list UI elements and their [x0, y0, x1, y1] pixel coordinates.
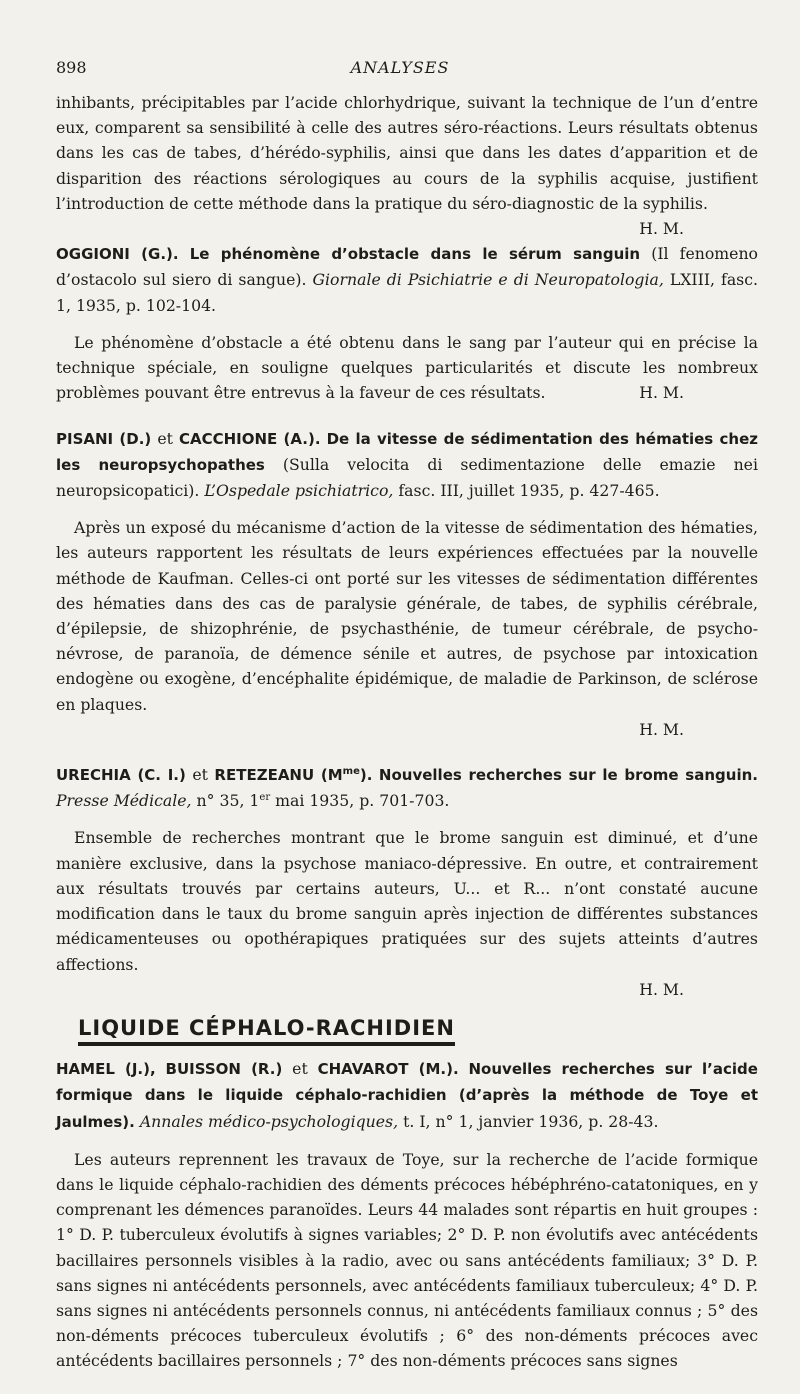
entry-abstract: Après un exposé du mécanisme d’action de la vitesse de sédimentation des hématies, les auteurs rapportent les résultats de leurs expériences effectuées par la nouvelle méthode de Kaufman. Celles-ci ont porté sur les vitesses de sédimentation différentes des hématies dans des cas de paralysie générale, de tabes, de syphilis cérébrale, d’épilepsie, de shizophrénie, de psychasthénie, de tumeur cérébrale, de psycho-névrose, de paranoïa, de démence sénile et autres, de psychose par intoxication endogène ou exogène, d’encéphalite épidémique, de maladie de Parkinson, de sclérose en plaques.	[56, 518, 758, 714]
entry-abstract: Les auteurs reprennent les travaux de Toye, sur la recherche de l’acide formique dans le liquide céphalo-rachidien des déments précoces hébéphréno-catatoniques, en y comprenant les démences paranoïdes. Leurs 44 malades sont répartis en huit groupes : 1° D. P. tuberculeux évolutifs à signes variables; 2° D. P. non évolutifs avec antécédents bacillaires personnels visibles à la radio, avec ou sans antécédents familiaux; 3° D. P. sans signes ni antécédents personnels, avec antécédents familiaux tuberculeux; 4° D. P. sans signes ni antécédents personnels connus, ni antécédents familiaux connus ; 5° des non-déments précoces tuberculeux évolutifs ; 6° des non-déments précoces avec antécédents bacillaires personnels ; 7° des non-déments précoces sans signes	[56, 1149, 758, 1371]
signature: H. M.	[639, 383, 684, 403]
entry-translation: (Sulla velocita di sedimentazione delle emazie nei neuropsicopatici).	[56, 454, 758, 501]
entry-reference: LXIII, fasc. 1, 1935, p. 102-104.	[56, 270, 758, 315]
entry-pisani	[56, 426, 758, 504]
entry-reference: n° 35, 1er mai 1935, p. 701-703.	[196, 791, 450, 811]
entry-author: URECHIA (C. I.)	[56, 766, 186, 785]
entry-author: RETEZEANU $(M^{me})$.	[214, 766, 373, 785]
conjunction: et	[292, 1059, 308, 1079]
entry-title: De la vitesse de sédimentation des hématies chez les neuropsychopathes	[56, 429, 758, 474]
entry-author: CACCHIONE (A.).	[178, 429, 321, 448]
entry-journal: Giornale di Psichiatrie e di Neuropatologia,	[312, 270, 664, 290]
entry-abstract: Ensemble de recherches montrant que le brome sanguin est diminué, et d’une manière exclusive, dans la psychose maniaco-dépressive. En outre, et contrairement aux résultats trouvés par certains auteurs, U... et R... n’ont constaté aucune modification dans le taux du brome sanguin après injection de différentes substances médicamenteuses ou opothérapiques pratiquées sur des sujets atteints d’autres affections.	[56, 828, 758, 974]
entry-urechia	[56, 762, 758, 813]
conjunction: et	[157, 428, 173, 448]
entry-journal: L’Ospedale psichiatrico,	[204, 481, 394, 501]
entry-author: CHAVAROT (M.).	[317, 1060, 459, 1079]
entry-reference: t. I, n° 1, janvier 1936, p. 28-43.	[403, 1111, 659, 1131]
page-body	[56, 90, 758, 1374]
conjunction: et	[192, 765, 208, 785]
page-header	[0, 58, 800, 82]
signature: H. M.	[639, 719, 684, 739]
section-heading: LIQUIDE CÉPHALO-RACHIDIEN	[78, 1016, 455, 1046]
entry-oggioni	[56, 241, 758, 318]
running-head: ANALYSES	[350, 58, 450, 77]
entry-reference: fasc. III, juillet 1935, p. 427-465.	[398, 481, 660, 501]
entry-title: Nouvelles recherches sur le brome sanguin.	[378, 766, 758, 785]
entry-authors: OGGIONI (G.).	[56, 245, 179, 264]
entry-abstract: Le phénomène d’obstacle a été obtenu dans le sang par l’auteur qui en précise la technique spéciale, en souligne quelques particularités et discute les nombreux problèmes pouvant être entrevus à la faveur de ces résultats.	[56, 332, 758, 403]
entry-author: BUISSON (R.)	[165, 1060, 283, 1079]
entry-author: HAMEL (J.),	[56, 1060, 156, 1079]
continued-paragraph: inhibants, précipitables par l’acide chlorhydrique, suivant la technique de l’un d’entre eux, comparent sa sensibilité à celle des autres séro-réactions. Leurs résultats obtenus dans les cas de tabes, d’hérédo-syphilis, ainsi que dans les dates d’apparition et de disparition des réactions sérologiques au cours de la syphilis acquise, justifient l’introduction de cette méthode dans la pratique du séro-diagnostic de la syphilis.	[56, 93, 758, 213]
entry-hamel	[56, 1056, 758, 1135]
entry-journal: Annales médico-psychologiques,	[139, 1111, 399, 1131]
entry-translation: (Il fenomeno d’ostacolo sul siero di sangue).	[56, 244, 758, 290]
entry-title: Nouvelles recherches sur l’acide formique dans le liquide céphalo-rachidien (d’après la méthode de Toye et Jaulmes).	[56, 1060, 758, 1131]
signature: H. M.	[639, 219, 684, 239]
page-number: 898	[56, 58, 87, 77]
entry-author: PISANI (D.)	[56, 429, 152, 448]
entry-title: Le phénomène d’obstacle dans le sérum sanguin	[189, 245, 641, 264]
signature: H. M.	[639, 979, 684, 999]
entry-journal: Presse Médicale,	[56, 791, 192, 811]
